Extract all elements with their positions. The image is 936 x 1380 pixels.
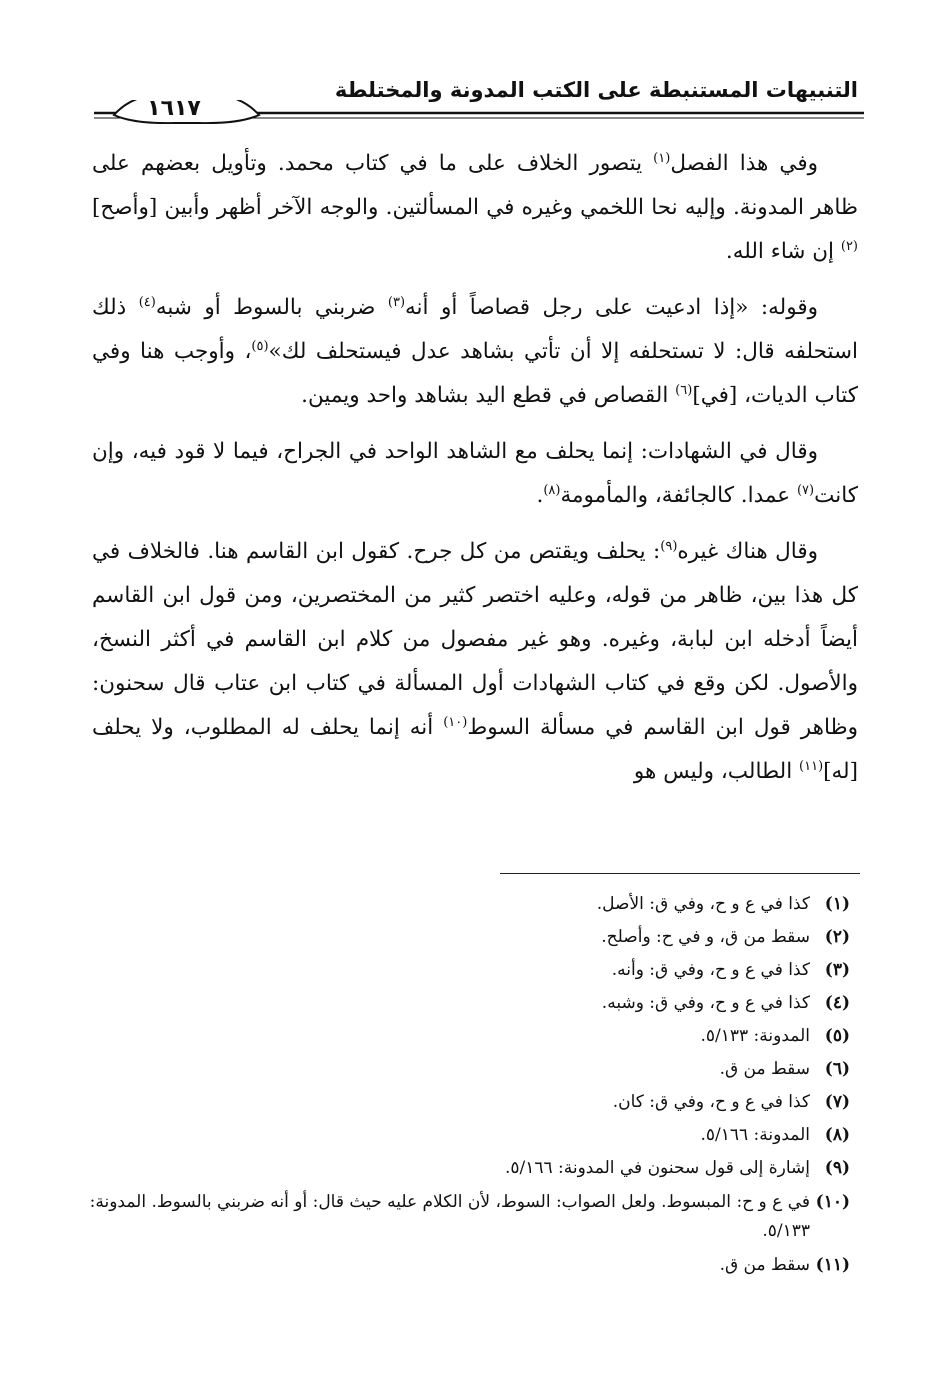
footnote-ref: (٣) [387, 294, 406, 310]
footnote-number: (٦) [824, 1059, 850, 1079]
text-run: أنه إنما يحلف له المطلوب، ولا يحلف [له] [92, 715, 858, 784]
footnote-text: كذا في ع و ح، وفي ق: الأصل. [596, 894, 810, 914]
text-run: ضربني بالسوط أو شبه [155, 295, 388, 320]
footnote [84, 1020, 850, 1053]
body-paragraph [92, 142, 858, 274]
footnote [84, 1053, 850, 1086]
footnote-text: كذا في ع و ح، وفي ق: وشبه. [601, 993, 810, 1013]
footnote [84, 1188, 850, 1246]
page-number: ١٦١٧ [147, 95, 201, 121]
text-run: وفي هذا الفصل [670, 151, 818, 176]
footnote [84, 987, 850, 1020]
body-paragraph [92, 530, 858, 794]
footnote-number: (٥) [824, 1026, 850, 1046]
footnote [84, 954, 850, 987]
main-text [92, 142, 858, 794]
footnote-number: (٤) [824, 993, 850, 1013]
footnote [84, 1086, 850, 1119]
footnote-text: المدونة: ٥/١٦٦. [700, 1125, 810, 1145]
footnote-ref: (٥) [251, 338, 269, 354]
footnote-number: (٩) [824, 1158, 850, 1178]
footnote-ref: (١٠) [443, 714, 468, 730]
footnote-ref: (٧) [796, 482, 815, 498]
text-run: وقوله: «إذا ادعيت على رجل قصاصاً أو أنه [405, 295, 818, 320]
footnotes [84, 888, 850, 1282]
footnote-text: كذا في ع و ح، وفي ق: وأنه. [611, 960, 810, 980]
footnote-number: (٨) [824, 1125, 850, 1145]
text-run: الطالب، وليس هو [633, 759, 800, 784]
footnote-number: (٧) [824, 1092, 850, 1112]
footnote-ref: (٢) [840, 238, 858, 254]
footnote-divider [500, 873, 860, 874]
text-run: ذلك استحلفه قال: لا تستحلفه إلا أن تأتي بشاهد عدل فيستحلف لك» [92, 295, 858, 364]
footnote-ref: (٤) [138, 294, 156, 310]
text-run: عمدا. كالجائفة، والمأمومة [560, 483, 797, 508]
footnote-ref: (١) [653, 150, 671, 166]
footnote-ref: (٩) [660, 538, 678, 554]
footnote-text: كذا في ع و ح، وفي ق: كان. [612, 1092, 810, 1112]
footnote-number: (١١) [815, 1255, 850, 1275]
footnote-number: (١٠) [815, 1192, 850, 1212]
running-head: التنبيهات المستنبطة على الكتب المدونة والمختلطة [334, 78, 858, 102]
footnote-number: (٣) [824, 960, 850, 980]
footnote-text: سقط من ق. [719, 1255, 810, 1275]
text-run: : يحلف ويقتص من كل جرح. كقول ابن القاسم هنا. فالخلاف في كل هذا بين، ظاهر من قوله، وعليه اختصر كثير من المختصرين، ومن قول ابن القاسم أيضاً أدخله ابن لبابة، وغيره. وهو غير مفصول من كلام ابن القاسم في أكثر النسخ، والأصول. لكن وقع في كتاب الشهادات أول المسألة في كتاب ابن عتاب قال سحنون: وظاهر قول ابن القاسم في مسألة السوط [92, 539, 859, 740]
body-paragraph [92, 286, 858, 418]
footnote [84, 1249, 850, 1282]
text-run: ، وأوجب هنا وفي كتاب الديات، [في] [92, 339, 858, 408]
footnote-number: (١) [824, 894, 850, 914]
footnote-ref: (٦) [675, 382, 693, 398]
text-run: القصاص في قطع اليد بشاهد واحد ويمين. [301, 383, 676, 408]
text-run: وقال هناك غيره [677, 539, 818, 564]
footnote-ref: (٨) [543, 482, 561, 498]
text-run: إن شاء الله. [725, 239, 841, 264]
footnote-text: إشارة إلى قول سحنون في المدونة: ٥/١٦٦. [504, 1158, 810, 1178]
footnote-text: في ع و ح: المبسوط. ولعل الصواب: السوط، لأن الكلام عليه حيث قال: أو أنه ضربني بالسوط. المدونة: ٥/١٣٣. [89, 1192, 810, 1241]
footnote [84, 888, 850, 921]
footnote-text: المدونة: ٥/١٣٣. [700, 1026, 810, 1046]
footnote [84, 1152, 850, 1185]
footnote-number: (٢) [824, 927, 850, 947]
footnote-text: سقط من ق. [719, 1059, 810, 1079]
text-run: وقال في الشهادات: إنما يحلف مع الشاهد الواحد في الجراح، فيما لا قود فيه، وإن كانت [92, 439, 858, 508]
footnote-ref: (١١) [799, 758, 824, 774]
footnote [84, 1119, 850, 1152]
footnote [84, 921, 850, 954]
text-run: . [536, 483, 544, 508]
footnote-text: سقط من ق، و في ح: وأصلح. [601, 927, 810, 947]
body-paragraph [92, 430, 858, 518]
text-run: يتصور الخلاف على ما في كتاب محمد. وتأويل بعضهم على ظاهر المدونة. وإليه نحا اللخمي وغيره في المسألتين. والوجه الآخر أظهر وأبين [وأصح] [92, 151, 858, 220]
